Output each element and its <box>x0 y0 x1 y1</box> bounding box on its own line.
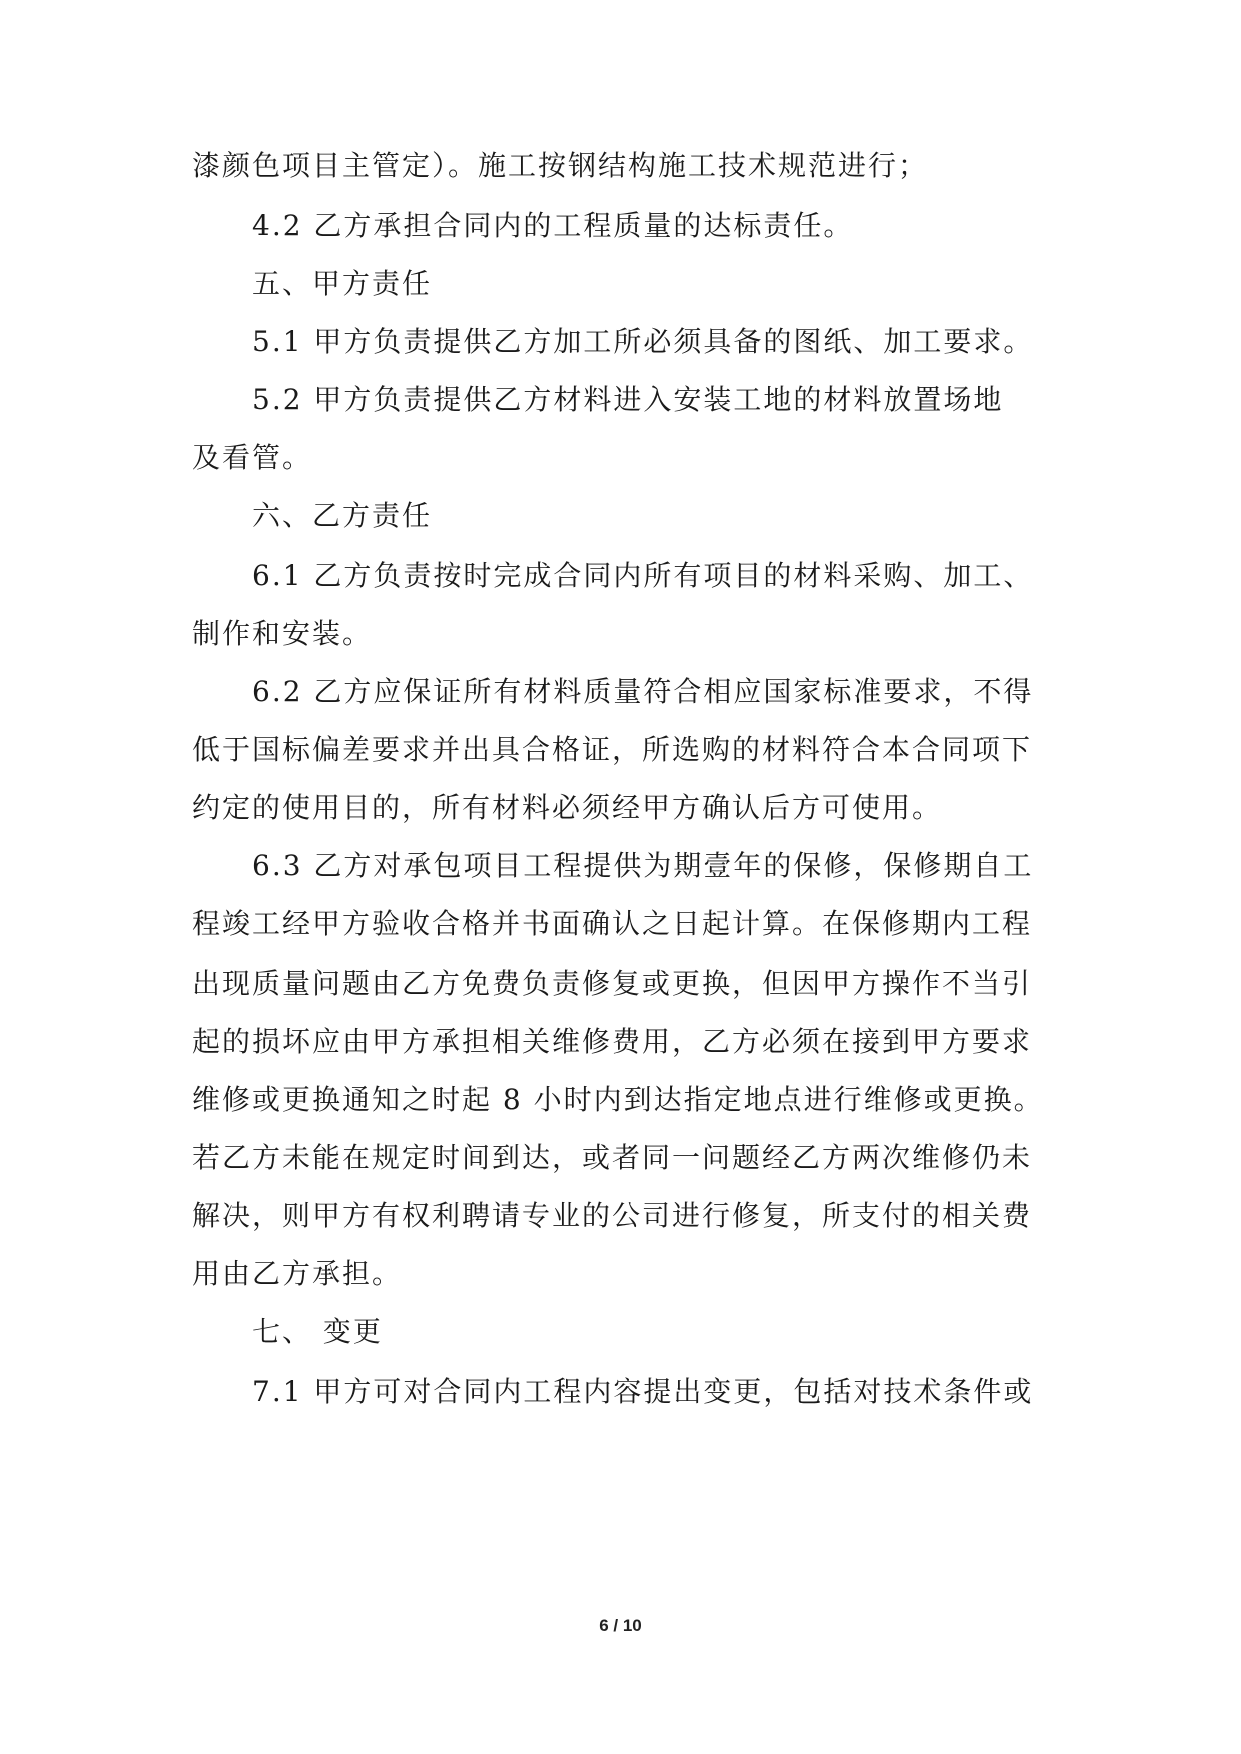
paragraph-line: 解决，则甲方有权利聘请专业的公司进行修复，所支付的相关费 <box>192 1199 1033 1232</box>
section-heading-6: 六、乙方责任 <box>252 499 433 532</box>
paragraph-line: 约定的使用目的，所有材料必须经甲方确认后方可使用。 <box>192 791 943 824</box>
paragraph-line: 若乙方未能在规定时间到达，或者同一问题经乙方两次维修仍未 <box>192 1141 1033 1174</box>
paragraph-line: 及看管。 <box>192 441 313 474</box>
clause-6-2: 6.2 乙方应保证所有材料质量符合相应国家标准要求，不得 <box>252 675 1034 708</box>
clause-4-2: 4.2 乙方承担合同内的工程质量的达标责任。 <box>252 209 854 242</box>
paragraph-line: 制作和安装。 <box>192 617 373 650</box>
paragraph-line: 程竣工经甲方验收合格并书面确认之日起计算。在保修期内工程 <box>192 907 1033 940</box>
clause-6-1: 6.1 乙方负责按时完成合同内所有项目的材料采购、加工、 <box>252 559 1034 592</box>
clause-6-3: 6.3 乙方对承包项目工程提供为期壹年的保修，保修期自工 <box>252 849 1034 882</box>
clause-5-1: 5.1 甲方负责提供乙方加工所必须具备的图纸、加工要求。 <box>252 325 1034 358</box>
paragraph-line: 出现质量问题由乙方免费负责修复或更换，但因甲方操作不当引 <box>192 967 1033 1000</box>
clause-7-1: 7.1 甲方可对合同内工程内容提出变更，包括对技术条件或 <box>252 1375 1034 1408</box>
paragraph-line: 漆颜色项目主管定）。施工按钢结构施工技术规范进行； <box>192 149 929 182</box>
clause-5-2: 5.2 甲方负责提供乙方材料进入安装工地的材料放置场地 <box>252 383 1004 416</box>
paragraph-line: 用由乙方承担。 <box>192 1257 403 1290</box>
paragraph-line: 起的损坏应由甲方承担相关维修费用，乙方必须在接到甲方要求 <box>192 1025 1033 1058</box>
paragraph-line: 维修或更换通知之时起 8 小时内到达指定地点进行维修或更换。 <box>192 1083 1044 1116</box>
section-heading-5: 五、甲方责任 <box>252 267 433 300</box>
paragraph-line: 低于国标偏差要求并出具合格证，所选购的材料符合本合同项下 <box>192 733 1033 766</box>
section-heading-7: 七、 变更 <box>252 1315 383 1348</box>
page-number: 6 / 10 <box>599 1616 642 1635</box>
